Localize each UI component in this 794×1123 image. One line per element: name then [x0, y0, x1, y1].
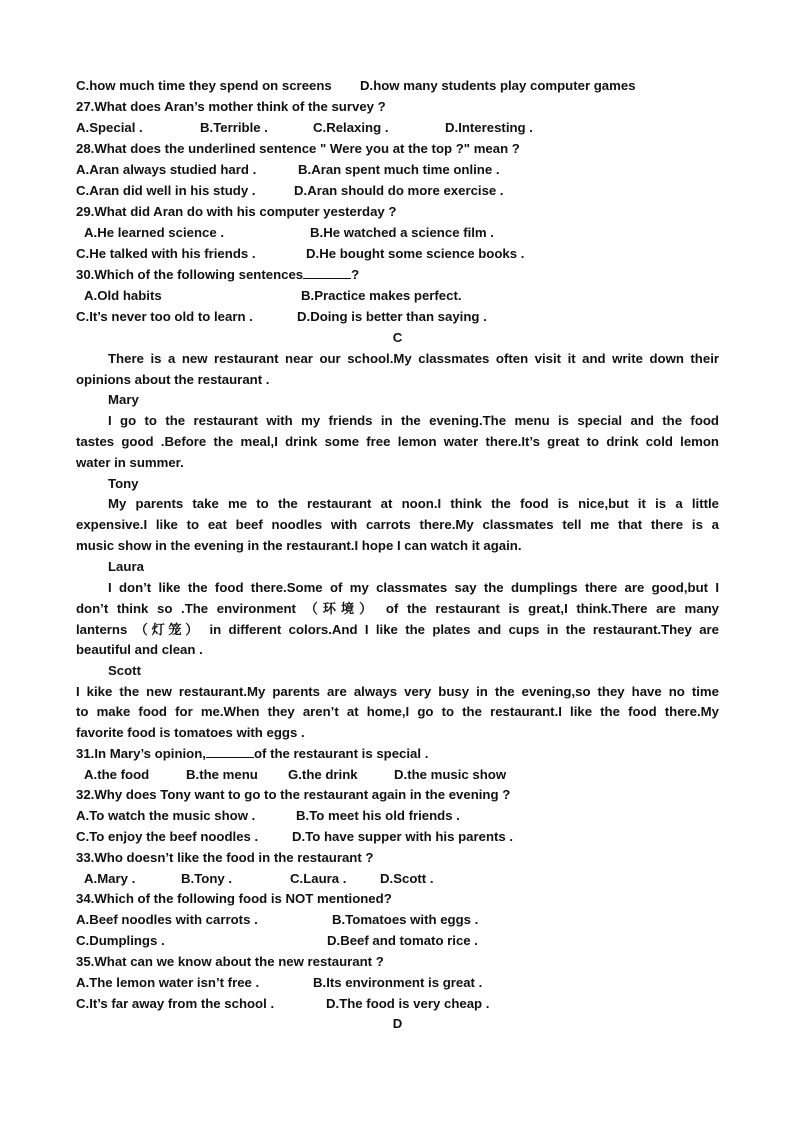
- q30-question-mark: ?: [351, 267, 360, 282]
- q30-blank: [303, 264, 351, 279]
- q35-question: 35.What can we know about the new restaurant ?: [76, 954, 384, 969]
- q32-question: 32.Why does Tony want to go to the restaurant again in the evening ?: [76, 787, 511, 802]
- q30-option-a: A.Old habits: [84, 288, 162, 303]
- q28-question: 28.What does the underlined sentence " Were you at the top ?" mean ?: [76, 141, 520, 156]
- q29-option-a: A.He learned science .: [84, 225, 225, 240]
- mary-paragraph-line: I go to the restaurant with my friends in the evening.The menu is special and the food: [108, 413, 719, 428]
- q34-options-cd: [76, 930, 719, 951]
- q34-question: 34.Which of the following food is NOT mentioned?: [76, 891, 392, 906]
- q28-option-b: B.Aran spent much time online .: [298, 162, 500, 177]
- q26-option-d: D.how many students play computer games: [360, 78, 636, 93]
- q29-question: 29.What did Aran do with his computer yesterday ?: [76, 204, 397, 219]
- q27-option-a: A.Special .: [76, 120, 143, 135]
- passage-d-heading: D: [392, 1016, 403, 1031]
- q30-options-cd: [76, 306, 719, 327]
- mary-paragraph-line: tastes good .Before the meal,I drink some free lemon water there.It’s great to drink cold lemon: [76, 434, 719, 449]
- q33-option-b: B.Tony .: [181, 871, 233, 886]
- q27-options: [76, 117, 719, 138]
- q35-option-d: D.The food is very cheap .: [326, 996, 490, 1011]
- q29-options-cd: [76, 243, 719, 264]
- q30-option-c: C.It’s never too old to learn .: [76, 309, 253, 324]
- q32-options-cd: [76, 826, 719, 847]
- q35-option-a: A.The lemon water isn’t free .: [76, 975, 260, 990]
- q31-option-d: D.the music show: [394, 767, 507, 782]
- q30-option-b: B.Practice makes perfect.: [301, 288, 462, 303]
- laura-paragraph-line: I don’t like the food there.Some of my classmates say the dumplings there are good,but I: [108, 580, 719, 595]
- q27-question: 27.What does Aran’s mother think of the survey ?: [76, 99, 386, 114]
- q33-option-c: C.Laura .: [290, 871, 347, 886]
- q30-option-d: D.Doing is better than saying .: [297, 309, 487, 324]
- q27-option-c: C.Relaxing .: [313, 120, 389, 135]
- q28-options-cd: [76, 180, 719, 201]
- q30-options-ab: [84, 285, 719, 306]
- q32-options-ab: [76, 805, 719, 826]
- q33-options: [84, 868, 719, 889]
- passage-c-name-tony: Tony: [108, 476, 139, 491]
- q33-question: 33.Who doesn’t like the food in the restaurant ?: [76, 850, 374, 865]
- tony-paragraph-line: expensive.I like to eat beef noodles with carrots there.My classmates tell me that there is a: [76, 517, 719, 532]
- passage-c-intro-line: There is a new restaurant near our school.My classmates often visit it and write down their: [108, 351, 719, 366]
- q26-option-c: C.how much time they spend on screens: [76, 78, 332, 93]
- q31-option-a: A.the food: [84, 767, 150, 782]
- q27-option-d: D.Interesting .: [445, 120, 533, 135]
- passage-c-name-mary: Mary: [108, 392, 139, 407]
- q31-blank: [206, 743, 254, 758]
- q30-question-text: 30.Which of the following sentences: [76, 267, 304, 282]
- q28-option-a: A.Aran always studied hard .: [76, 162, 257, 177]
- scott-paragraph-line: I kike the new restaurant.My parents are always very busy in the evening,so they have no time: [76, 684, 719, 699]
- passage-c-heading: C: [392, 330, 403, 345]
- q34-option-a: A.Beef noodles with carrots .: [76, 912, 258, 927]
- tony-paragraph-line: music show in the evening in the restaurant.I hope I can watch it again.: [76, 538, 522, 553]
- q29-option-b: B.He watched a science film .: [310, 225, 494, 240]
- q31-options: [84, 764, 719, 785]
- q31-question-text: 31.In Mary’s opinion,: [76, 746, 206, 761]
- passage-c-name-scott: Scott: [108, 663, 141, 678]
- q33-option-a: A.Mary .: [84, 871, 136, 886]
- q28-option-c: C.Aran did well in his study .: [76, 183, 256, 198]
- q34-option-d: D.Beef and tomato rice .: [327, 933, 478, 948]
- q33-option-d: D.Scott .: [380, 871, 434, 886]
- scott-paragraph-line: favorite food is tomatoes with eggs .: [76, 725, 305, 740]
- q31-option-c: G.the drink: [288, 767, 358, 782]
- q32-option-b: B.To meet his old friends .: [296, 808, 460, 823]
- q35-options-cd: [76, 993, 719, 1014]
- passage-c-name-laura: Laura: [108, 559, 144, 574]
- q28-options-ab: [76, 159, 719, 180]
- passage-c-intro-line: opinions about the restaurant .: [76, 372, 270, 387]
- q34-option-c: C.Dumplings .: [76, 933, 165, 948]
- q31-option-b: B.the menu: [186, 767, 258, 782]
- q32-option-c: C.To enjoy the beef noodles .: [76, 829, 259, 844]
- q35-options-ab: [76, 972, 719, 993]
- q34-options-ab: [76, 909, 719, 930]
- q32-option-a: A.To watch the music show .: [76, 808, 256, 823]
- q30-question: [76, 264, 719, 285]
- scott-paragraph-line: to make food for me.When they aren’t at home,I go to the restaurant.I like the food there.My: [76, 704, 719, 719]
- q35-option-b: B.Its environment is great .: [313, 975, 483, 990]
- q29-option-c: C.He talked with his friends .: [76, 246, 256, 261]
- mary-paragraph-line: water in summer.: [76, 455, 184, 470]
- q31-question-rest: of the restaurant is special .: [253, 746, 429, 761]
- q27-option-b: B.Terrible .: [200, 120, 268, 135]
- q26-options-cd: [76, 75, 719, 96]
- q32-option-d: D.To have supper with his parents .: [292, 829, 514, 844]
- q34-option-b: B.Tomatoes with eggs .: [332, 912, 479, 927]
- q28-option-d: D.Aran should do more exercise .: [294, 183, 504, 198]
- q29-options-ab: [84, 222, 719, 243]
- q31-question: [76, 743, 719, 764]
- q29-option-d: D.He bought some science books .: [306, 246, 525, 261]
- laura-paragraph-line: beautiful and clean .: [76, 642, 203, 657]
- laura-paragraph-line: don’t think so .The environment （环境） of the restaurant is great,I think.There are many: [76, 601, 719, 616]
- q35-option-c: C.It’s far away from the school .: [76, 996, 275, 1011]
- laura-paragraph-line: lanterns （灯笼） in different colors.And I like the plates and cups in the restaurant.They are: [76, 622, 719, 637]
- tony-paragraph-line: My parents take me to the restaurant at noon.I think the food is nice,but it is a little: [108, 496, 719, 511]
